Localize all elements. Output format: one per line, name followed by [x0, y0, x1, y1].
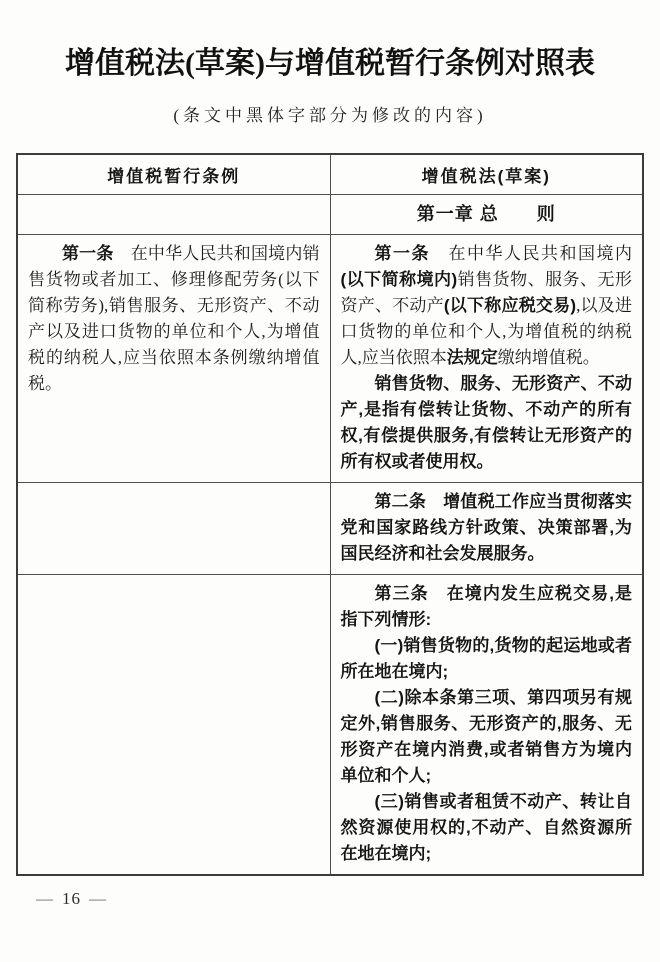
modified-text: 第二条 — [374, 491, 427, 511]
modified-text: 第一章 总 则 — [416, 204, 556, 224]
original-text: 销售货物、服务、无形资产、不动产 — [340, 269, 632, 315]
table-row — [17, 482, 643, 574]
article-paragraph — [341, 489, 633, 567]
modified-text: 销售货物、服务、无形资产、不动产,是指有偿转让货物、不动产的所有权,有偿提供服务,有偿转让无形资产的所有权或者使用权。 — [340, 373, 632, 471]
cell-provisional-regulations — [17, 234, 330, 482]
table-row — [17, 194, 643, 234]
cell-draft-law — [330, 234, 643, 482]
modified-text: 第一条 — [374, 243, 430, 263]
article-paragraph — [341, 241, 633, 371]
modified-text: 增值税工作应当贯彻落实党和国家路线方针政策、决策部署,为国民经济和社会发展服务。 — [340, 491, 633, 563]
column-header-provisional-regulations: 增值税暂行条例 — [17, 154, 330, 194]
modified-text: (以下称应税交易) — [443, 295, 577, 315]
cell-provisional-regulations — [17, 482, 330, 574]
modified-text: 第三条 — [374, 583, 429, 603]
page-number: 16 — [62, 888, 81, 908]
cell-draft-law — [330, 574, 643, 875]
original-text: ,以及进口货物的单位和个人,为增值税的纳税人,应当依照本 — [340, 295, 633, 367]
cell-provisional-regulations — [17, 194, 330, 234]
cell-draft-law — [330, 482, 643, 574]
page-subtitle: (条文中黑体字部分为修改的内容) — [173, 106, 487, 125]
article-paragraph — [341, 633, 633, 685]
modified-text: 第一条 — [62, 243, 114, 263]
article-paragraph — [341, 371, 633, 475]
column-header-draft-law: 增值税法(草案) — [330, 154, 643, 194]
table-header — [17, 154, 643, 194]
chapter-heading — [341, 201, 633, 227]
original-text: 在中华人民共和国境内 — [430, 243, 632, 263]
document-page — [0, 38, 660, 962]
comparison-table — [16, 153, 644, 876]
table-body — [17, 194, 643, 875]
page-title: 增值税法(草案)与增值税暂行条例对照表 — [65, 47, 595, 80]
article-paragraph — [341, 685, 633, 789]
modified-text: (一)销售货物的,货物的起运地或者所在地在境内; — [340, 635, 632, 681]
modified-text: (以下简称境内) — [340, 269, 458, 289]
article-paragraph — [28, 241, 320, 397]
table-row — [17, 234, 643, 482]
header-row — [17, 154, 643, 194]
cell-draft-law — [330, 194, 643, 234]
article-paragraph — [341, 581, 633, 633]
original-text: 缴纳增值税。 — [497, 347, 600, 367]
article-paragraph — [341, 789, 633, 867]
footer-right-dash: — — [89, 888, 107, 908]
page-footer — [28, 889, 644, 909]
modified-text: 在境内发生应税交易,是指下列情形: — [340, 583, 632, 629]
cell-provisional-regulations — [17, 574, 330, 875]
modified-text: 法规定 — [446, 347, 498, 367]
table-row — [17, 574, 643, 875]
original-text: 在中华人民共和国境内销售货物或者加工、修理修配劳务(以下简称劳务),销售服务、无形资产、不动产以及进口货物的单位和个人,为增值税的纳税人,应当依照本条例缴纳增值税。 — [28, 243, 320, 393]
modified-text: (二)除本条第三项、第四项另有规定外,销售服务、无形资产的,服务、无形资产在境内消费,或者销售方为境内单位和个人; — [340, 687, 632, 785]
modified-text: (三)销售或者租赁不动产、转让自然资源使用权的,不动产、自然资源所在地在境内; — [340, 791, 632, 863]
footer-left-dash: — — [36, 888, 54, 908]
